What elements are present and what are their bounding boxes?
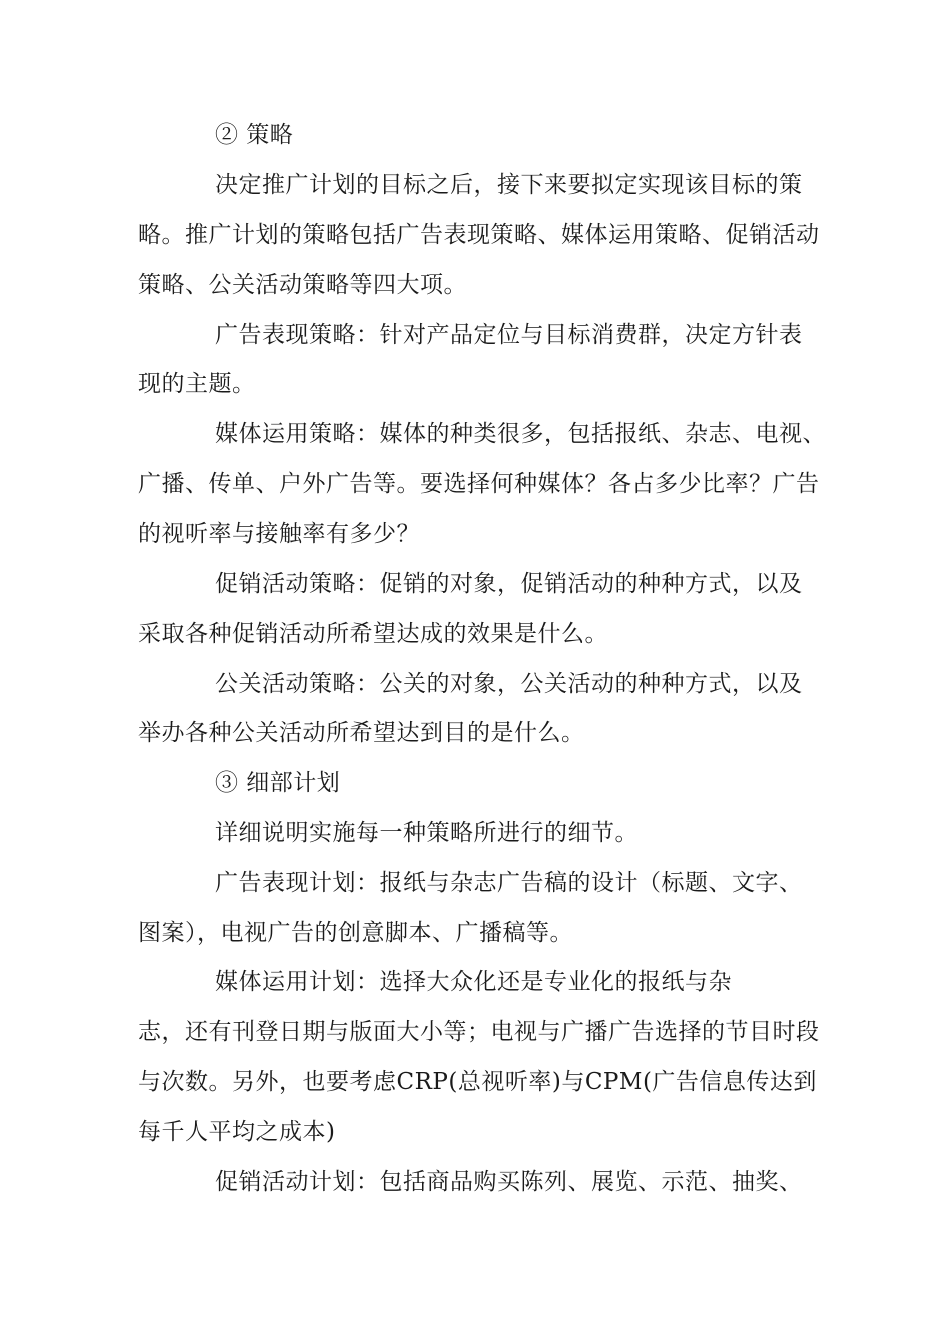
paragraph-line: 广告表现计划：报纸与杂志广告稿的设计（标题、文字、 — [215, 870, 803, 896]
paragraph-line: 每千人平均之成本) — [138, 1119, 336, 1145]
paragraph-line: 与次数。另外，也要考虑CRP(总视听率)与CPM(广告信息传达到 — [138, 1069, 817, 1095]
paragraph-line: 促销活动策略：促销的对象，促销活动的种种方式，以及 — [215, 571, 803, 597]
paragraph-line: 略。推广计划的策略包括广告表现策略、媒体运用策略、促销活动 — [138, 222, 820, 248]
section-heading-detailed-plan: ③ 细部计划 — [215, 770, 341, 796]
paragraph-line: 公关活动策略：公关的对象，公关活动的种种方式，以及 — [215, 671, 803, 697]
paragraph-line: 采取各种促销活动所希望达成的效果是什么。 — [138, 621, 608, 647]
paragraph-line: 策略、公关活动策略等四大项。 — [138, 272, 467, 298]
paragraph-line: 广播、传单、户外广告等。要选择何种媒体？各占多少比率？广告 — [138, 471, 820, 497]
paragraph-line: 的视听率与接触率有多少？ — [138, 521, 420, 547]
paragraph-line: 媒体运用策略：媒体的种类很多，包括报纸、杂志、电视、 — [215, 421, 826, 447]
paragraph-line: 广告表现策略：针对产品定位与目标消费群，决定方针表 — [215, 322, 803, 348]
paragraph-line: 举办各种公关活动所希望达到目的是什么。 — [138, 720, 585, 746]
paragraph-line: 现的主题。 — [138, 371, 256, 397]
paragraph-line: 志，还有刊登日期与版面大小等；电视与广播广告选择的节目时段 — [138, 1019, 820, 1045]
paragraph-line: 促销活动计划：包括商品购买陈列、展览、示范、抽奖、 — [215, 1169, 803, 1195]
section-heading-strategy: ② 策略 — [215, 122, 294, 148]
paragraph-line: 决定推广计划的目标之后，接下来要拟定实现该目标的策 — [215, 172, 803, 198]
paragraph-line: 媒体运用计划：选择大众化还是专业化的报纸与杂 — [215, 969, 732, 995]
paragraph-line: 详细说明实施每一种策略所进行的细节。 — [215, 820, 638, 846]
paragraph-line: 图案），电视广告的创意脚本、广播稿等。 — [138, 920, 573, 946]
